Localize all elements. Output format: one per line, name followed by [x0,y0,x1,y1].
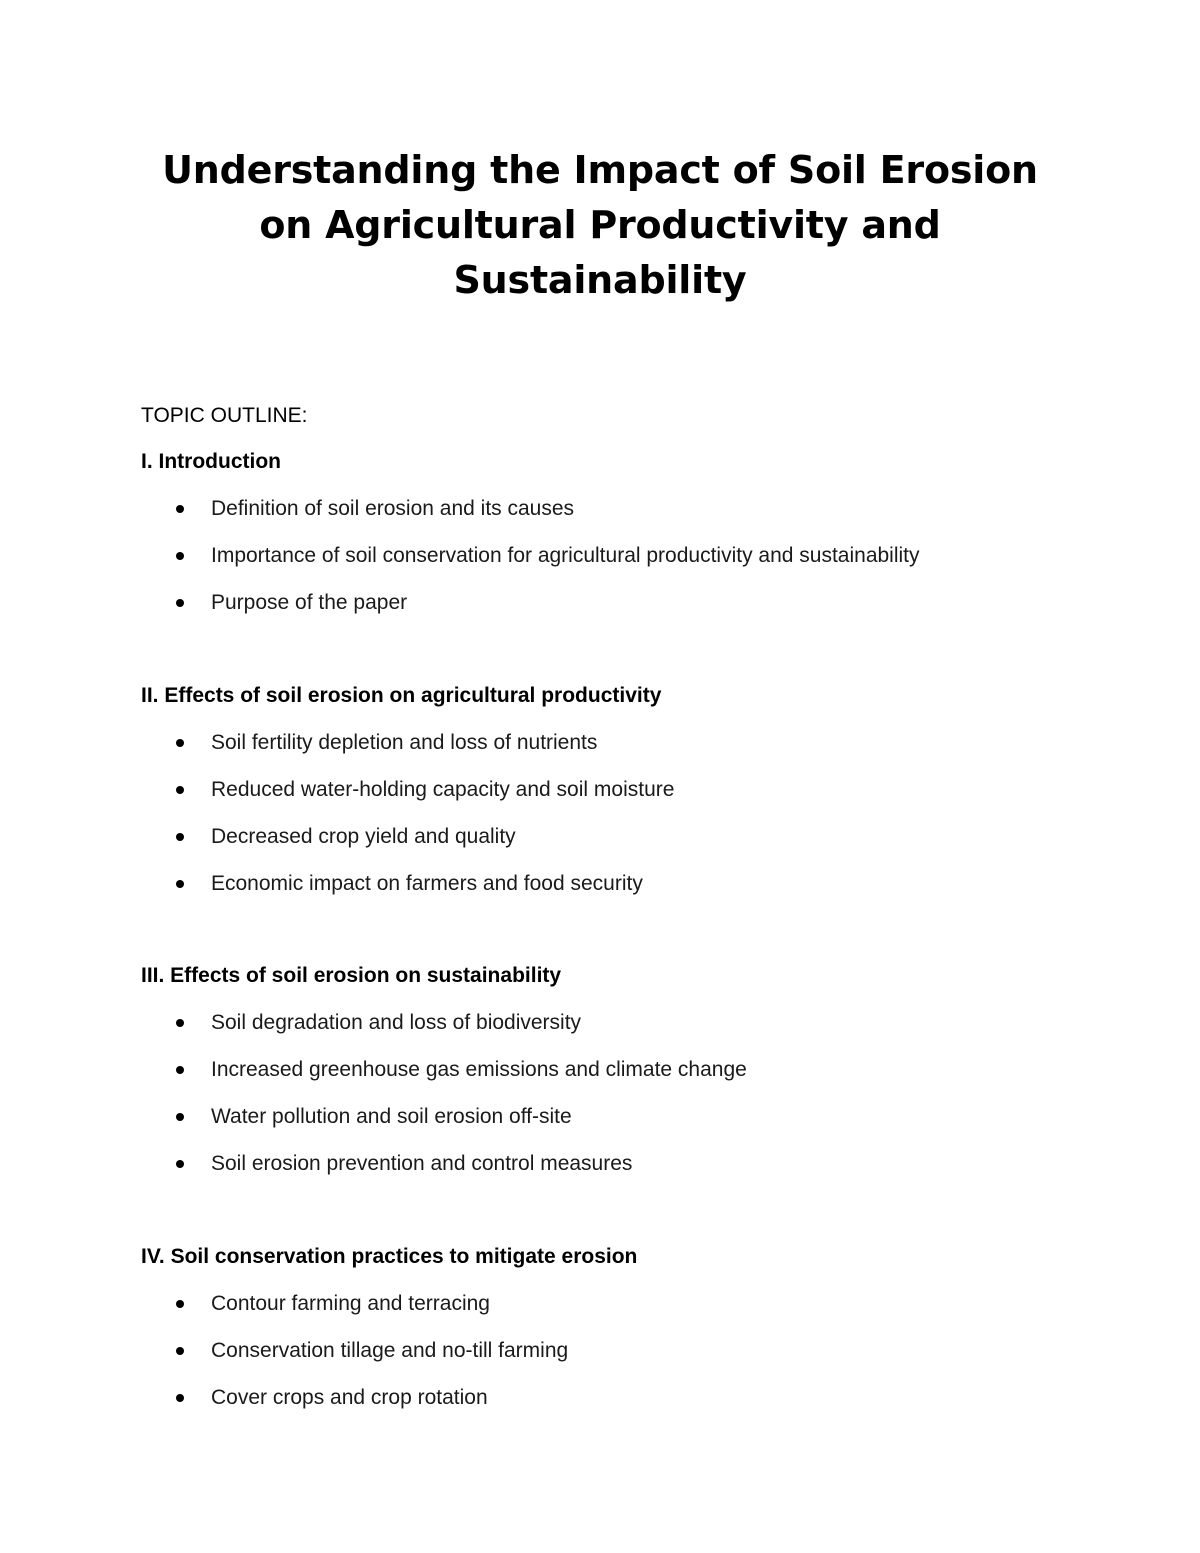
bullet-icon [176,1113,184,1121]
list-item [141,1384,637,1412]
list-item [141,1337,637,1365]
outline-section-introduction [141,448,920,617]
bullet-list [141,1009,747,1178]
list-item [141,589,920,617]
list-item [141,1290,637,1318]
bullet-list [141,495,920,617]
bullet-list [141,729,674,898]
list-item-text: Definition of soil erosion and its causes [211,497,575,520]
section-heading: I. Introduction [141,450,281,473]
outline-section-sustainability-effects [141,962,747,1178]
bullet-icon [176,833,184,841]
bullet-icon [176,505,184,513]
list-item-text: Soil degradation and loss of biodiversity [211,1011,582,1034]
outline-section-conservation-practices [141,1243,637,1412]
bullet-icon [176,1160,184,1168]
list-item-text: Decreased crop yield and quality [211,825,516,848]
list-item [141,823,674,851]
list-item [141,1056,747,1084]
list-item-text: Conservation tillage and no-till farming [211,1339,569,1362]
list-item-text: Soil fertility depletion and loss of nutrients [211,731,598,754]
list-item-text: Purpose of the paper [211,591,408,614]
bullet-icon [176,880,184,888]
bullet-icon [176,1066,184,1074]
bullet-icon [176,786,184,794]
list-item-text: Soil erosion prevention and control measures [211,1152,633,1175]
list-item-text: Contour farming and terracing [211,1292,490,1315]
list-item [141,1150,747,1178]
bullet-icon [176,552,184,560]
list-item-text: Water pollution and soil erosion off-site [211,1105,572,1128]
bullet-icon [176,1300,184,1308]
list-item-text: Increased greenhouse gas emissions and climate change [211,1058,747,1081]
list-item [141,542,920,570]
list-item [141,870,674,898]
bullet-icon [176,1394,184,1402]
bullet-icon [176,1347,184,1355]
list-item [141,776,674,804]
title-line: on Agricultural Productivity and [259,203,941,247]
title-line: Understanding the Impact of Soil Erosion [162,148,1038,192]
bullet-icon [176,1019,184,1027]
section-heading: II. Effects of soil erosion on agricultural productivity [141,684,662,707]
bullet-list [141,1290,637,1412]
section-heading: IV. Soil conservation practices to mitigate erosion [141,1245,638,1268]
outline-section-productivity-effects [141,682,674,898]
title-line: Sustainability [453,258,747,302]
list-item [141,1009,747,1037]
list-item-text: Economic impact on farmers and food security [211,872,643,895]
section-heading: III. Effects of soil erosion on sustainability [141,964,562,987]
list-item-text: Cover crops and crop rotation [211,1386,488,1409]
list-item [141,1103,747,1131]
list-item [141,729,674,757]
bullet-icon [176,739,184,747]
document-title [100,143,1100,308]
list-item [141,495,920,523]
list-item-text: Reduced water-holding capacity and soil moisture [211,778,675,801]
list-item-text: Importance of soil conservation for agricultural productivity and sustainability [211,544,920,567]
bullet-icon [176,599,184,607]
topic-outline-label: TOPIC OUTLINE: [141,404,308,427]
